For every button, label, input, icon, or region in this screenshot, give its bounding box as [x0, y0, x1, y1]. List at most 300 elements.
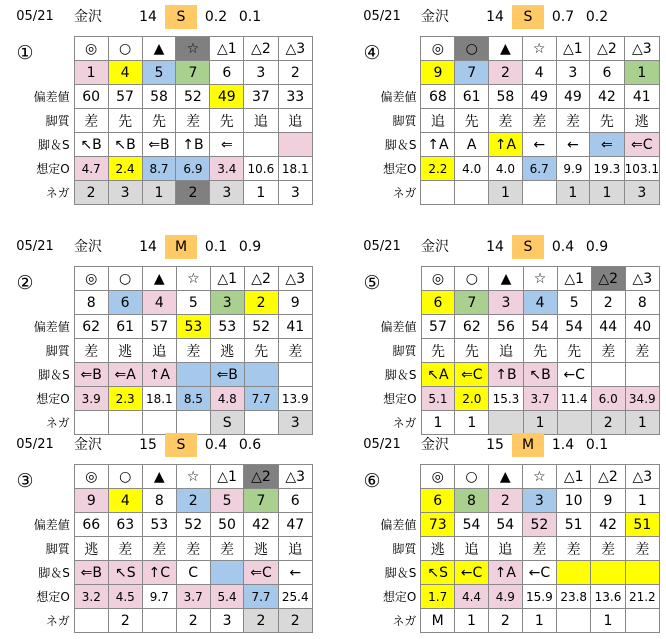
race-value-1: 0.1 — [204, 239, 228, 255]
mark-cell: △1 — [557, 267, 591, 291]
odds-cell: 3.2 — [74, 585, 108, 609]
race-number: ① — [16, 42, 34, 64]
race-panel — [8, 235, 313, 431]
horse-number-cell: 8 — [142, 489, 176, 513]
row-label: ネガ — [45, 186, 70, 200]
horse-number-cell: 4 — [108, 61, 142, 85]
horse-number-cell: 2 — [176, 489, 210, 513]
race-table — [8, 464, 313, 633]
marks-row — [8, 267, 313, 291]
mark-cell: ◎ — [421, 465, 455, 489]
mark-cell: ▲ — [489, 37, 523, 61]
race-table — [355, 36, 660, 205]
ls-row — [355, 363, 660, 387]
horse-number-cell: 3 — [556, 61, 590, 85]
nega-row — [355, 411, 660, 435]
race-header — [355, 433, 660, 460]
row-label — [355, 37, 421, 61]
nega-row — [355, 181, 660, 205]
row-label: 脚＆S — [384, 368, 417, 382]
race-table — [8, 36, 313, 205]
mark-cell: △3 — [278, 267, 312, 291]
style-cell: 追 — [489, 339, 523, 363]
negative-cell — [455, 181, 489, 205]
nega-row — [8, 181, 313, 205]
deviation-cell: 57 — [421, 315, 455, 339]
row-label: 偏差値 — [33, 90, 70, 104]
leg-speed-cell: ←C — [557, 363, 591, 387]
mark-cell: ☆ — [522, 37, 556, 61]
style-cell: 差 — [176, 537, 210, 561]
horses-row — [355, 291, 660, 315]
mark-cell: ▲ — [488, 465, 522, 489]
odds-cell: 103.1 — [624, 157, 659, 181]
leg-speed-cell: ⇐C — [624, 133, 659, 157]
odds-cell: 34.9 — [625, 387, 659, 411]
style-row — [355, 109, 660, 133]
horse-number-cell: 2 — [489, 61, 523, 85]
deviation-cell: 40 — [625, 315, 659, 339]
leg-speed-cell: ↑A — [489, 133, 523, 157]
deviation-cell: 57 — [108, 85, 142, 109]
style-cell: 先 — [455, 109, 489, 133]
odds-cell: 23.8 — [557, 585, 591, 609]
race-header — [8, 433, 313, 460]
odds-cell: 3.9 — [74, 387, 108, 411]
leg-speed-cell — [244, 363, 278, 387]
negative-cell — [522, 181, 556, 205]
odds-cell: 11.4 — [557, 387, 591, 411]
leg-speed-cell: ↑B — [489, 363, 523, 387]
race-value-1: 1.4 — [551, 437, 575, 453]
odds-row — [8, 585, 313, 609]
deviation-cell: 47 — [278, 513, 313, 537]
mark-cell: ◎ — [74, 465, 108, 489]
row-label: 想定O — [383, 392, 417, 406]
negative-cell: 1 — [522, 609, 556, 633]
leg-speed-cell: ↖B — [108, 133, 142, 157]
mark-cell: △1 — [210, 267, 244, 291]
horses-row — [355, 489, 660, 513]
race-header — [355, 5, 660, 32]
horse-number-cell: 8 — [455, 489, 489, 513]
odds-cell: 7.7 — [244, 585, 278, 609]
mark-cell: △3 — [624, 37, 659, 61]
style-row — [8, 537, 313, 561]
odds-cell: 8.7 — [142, 157, 176, 181]
ls-row — [8, 561, 313, 585]
race-mark: M — [165, 235, 197, 259]
odds-cell: 18.1 — [142, 387, 176, 411]
horse-number-cell: 9 — [74, 489, 108, 513]
deviation-cell: 53 — [177, 315, 211, 339]
odds-cell: 4.4 — [455, 585, 489, 609]
leg-speed-cell: ← — [278, 561, 313, 585]
race-value-1: 0.7 — [551, 9, 575, 25]
leg-speed-cell: ↑B — [176, 133, 210, 157]
race-number: ③ — [16, 470, 34, 492]
race-number: ② — [16, 272, 34, 294]
race-date: 05/21 — [16, 239, 54, 254]
leg-speed-cell: ↑A — [488, 561, 522, 585]
horse-number-cell: 1 — [624, 61, 659, 85]
ls-row — [355, 561, 660, 585]
style-cell: 先 — [244, 339, 278, 363]
style-cell: 逃 — [421, 537, 455, 561]
style-row — [8, 339, 313, 363]
leg-speed-cell: ⇐C — [455, 363, 489, 387]
race-header — [8, 5, 313, 32]
race-panel — [355, 433, 660, 629]
leg-speed-cell: A — [455, 133, 489, 157]
negative-cell — [74, 411, 108, 435]
mark-cell: ☆ — [523, 267, 557, 291]
race-number: ④ — [363, 42, 381, 64]
mark-cell: △2 — [590, 37, 624, 61]
leg-speed-cell: ⇐B — [74, 561, 108, 585]
mark-cell: △2 — [244, 37, 278, 61]
horse-number-cell: 1 — [625, 489, 659, 513]
negative-cell — [557, 411, 591, 435]
deviation-cell: 62 — [74, 315, 108, 339]
nega-row — [8, 609, 313, 633]
dev-row — [8, 315, 313, 339]
race-table — [355, 266, 660, 435]
deviation-cell: 42 — [590, 85, 624, 109]
negative-cell: 1 — [455, 609, 489, 633]
odds-row — [355, 585, 660, 609]
row-label: ネガ — [45, 416, 70, 430]
horse-number-cell: 6 — [278, 489, 313, 513]
row-label: 偏差値 — [380, 320, 417, 334]
negative-cell: 2 — [591, 411, 625, 435]
leg-speed-cell: ↑A — [421, 133, 455, 157]
horse-number-cell: 8 — [625, 291, 659, 315]
leg-speed-cell: ↖S — [421, 561, 455, 585]
style-cell: 追 — [244, 109, 278, 133]
leg-speed-cell: ⇐B — [74, 363, 108, 387]
leg-speed-cell: ↑A — [142, 363, 176, 387]
odds-cell: 9.7 — [142, 585, 176, 609]
leg-speed-cell: ⇐ — [210, 133, 244, 157]
style-cell: 差 — [108, 537, 142, 561]
mark-cell: ▲ — [142, 267, 176, 291]
deviation-cell: 56 — [489, 315, 523, 339]
leg-speed-cell: ⇐B — [210, 363, 244, 387]
odds-cell: 4.0 — [489, 157, 523, 181]
odds-cell: 8.5 — [177, 387, 211, 411]
style-cell: 先 — [421, 339, 455, 363]
style-cell: 逃 — [624, 109, 659, 133]
style-cell: 差 — [625, 339, 659, 363]
style-cell: 逃 — [210, 339, 244, 363]
deviation-cell: 54 — [523, 315, 557, 339]
negative-cell: 2 — [244, 609, 278, 633]
style-cell: 差 — [278, 339, 312, 363]
negative-cell: 2 — [278, 609, 313, 633]
row-label: 脚＆S — [38, 368, 70, 382]
horses-row — [8, 489, 313, 513]
mark-cell: ◎ — [421, 267, 455, 291]
mark-cell: ▲ — [142, 37, 176, 61]
deviation-cell: 52 — [176, 513, 210, 537]
style-cell: 逃 — [108, 339, 142, 363]
leg-speed-cell — [278, 363, 312, 387]
deviation-cell: 52 — [244, 315, 278, 339]
race-value-1: 0.4 — [551, 239, 575, 255]
row-label — [355, 465, 421, 489]
horse-number-cell: 4 — [142, 291, 176, 315]
negative-cell — [74, 609, 108, 633]
leg-speed-cell: ⇐C — [244, 561, 278, 585]
deviation-cell: 44 — [591, 315, 625, 339]
horse-number-cell: 6 — [590, 61, 624, 85]
race-value-2: 0.2 — [585, 9, 609, 25]
horse-number-cell: 2 — [278, 61, 312, 85]
race-mark: S — [165, 5, 197, 29]
mark-cell: △3 — [625, 267, 659, 291]
negative-cell: 1 — [591, 609, 625, 633]
race-mark: M — [512, 433, 544, 457]
deviation-cell: 62 — [455, 315, 489, 339]
style-cell: 先 — [142, 109, 176, 133]
nega-row — [8, 411, 313, 435]
row-label: 脚質 — [392, 344, 417, 358]
race-mark: S — [512, 5, 544, 29]
leg-speed-cell: ↖B — [74, 133, 108, 157]
field-size: 14 — [486, 9, 504, 25]
mark-cell: △3 — [278, 37, 312, 61]
row-label — [355, 61, 421, 85]
negative-cell: 1 — [523, 411, 557, 435]
odds-cell: 3.7 — [523, 387, 557, 411]
style-cell: 差 — [557, 537, 591, 561]
deviation-cell: 49 — [556, 85, 590, 109]
odds-row — [8, 387, 313, 411]
horse-number-cell: 7 — [455, 61, 489, 85]
negative-cell: 2 — [488, 609, 522, 633]
style-row — [355, 339, 660, 363]
deviation-cell: 66 — [74, 513, 108, 537]
mark-cell: △1 — [210, 465, 244, 489]
negative-cell: 1 — [455, 411, 489, 435]
negative-cell: 2 — [176, 181, 210, 205]
dev-row — [8, 85, 313, 109]
horse-number-cell: 6 — [421, 489, 455, 513]
race-venue: 金沢 — [421, 239, 449, 255]
odds-cell: 4.9 — [488, 585, 522, 609]
style-cell: 差 — [210, 537, 244, 561]
row-label: 偏差値 — [380, 90, 417, 104]
negative-cell — [108, 411, 142, 435]
style-cell: 差 — [74, 109, 108, 133]
row-label: 脚質 — [45, 542, 70, 556]
row-label — [8, 37, 74, 61]
horse-number-cell: 9 — [421, 61, 455, 85]
mark-cell: ○ — [108, 267, 142, 291]
deviation-cell: 63 — [108, 513, 142, 537]
odds-cell: 3.4 — [210, 157, 244, 181]
mark-cell: ○ — [455, 465, 489, 489]
race-panel — [355, 5, 660, 201]
odds-cell: 1.7 — [421, 585, 455, 609]
deviation-cell: 37 — [244, 85, 278, 109]
race-table — [8, 266, 313, 435]
race-venue: 金沢 — [74, 437, 102, 453]
horses-row — [8, 61, 313, 85]
style-cell: 追 — [278, 109, 312, 133]
marks-row — [8, 465, 313, 489]
negative-cell: 3 — [210, 609, 244, 633]
odds-cell: 4.0 — [455, 157, 489, 181]
deviation-cell: 53 — [210, 315, 244, 339]
deviation-cell: 54 — [455, 513, 489, 537]
odds-cell: 4.5 — [108, 585, 142, 609]
row-label — [8, 61, 74, 85]
style-cell: 先 — [590, 109, 624, 133]
horse-number-cell: 7 — [244, 489, 278, 513]
horse-number-cell: 4 — [108, 489, 142, 513]
horse-number-cell: 3 — [210, 291, 244, 315]
dev-row — [355, 85, 660, 109]
odds-cell: 13.9 — [278, 387, 312, 411]
mark-cell: △1 — [210, 37, 244, 61]
race-panel — [8, 433, 313, 629]
leg-speed-cell: ↖B — [523, 363, 557, 387]
leg-speed-cell — [177, 363, 211, 387]
odds-cell: 2.0 — [455, 387, 489, 411]
race-value-2: 0.6 — [238, 437, 262, 453]
deviation-cell: 57 — [142, 315, 176, 339]
leg-speed-cell: ↖A — [421, 363, 455, 387]
odds-row — [355, 387, 660, 411]
race-date: 05/21 — [363, 9, 401, 24]
style-cell: 先 — [108, 109, 142, 133]
row-label: 脚質 — [45, 344, 70, 358]
race-table — [355, 464, 660, 633]
horse-number-cell: 3 — [489, 291, 523, 315]
race-mark: S — [512, 235, 544, 259]
race-number: ⑤ — [363, 272, 381, 294]
mark-cell: △1 — [556, 37, 590, 61]
horse-number-cell: 7 — [176, 61, 210, 85]
style-row — [8, 109, 313, 133]
leg-speed-cell: ← — [556, 133, 590, 157]
row-label — [355, 489, 421, 513]
odds-cell: 13.6 — [591, 585, 625, 609]
row-label: 脚＆S — [38, 566, 70, 580]
deviation-cell: 61 — [455, 85, 489, 109]
horse-number-cell: 8 — [74, 291, 108, 315]
leg-speed-cell: ← — [522, 133, 556, 157]
dev-row — [355, 513, 660, 537]
row-label: 偏差値 — [33, 320, 70, 334]
horses-row — [8, 291, 313, 315]
leg-speed-cell: ↑C — [142, 561, 176, 585]
odds-row — [8, 157, 313, 181]
horse-number-cell: 6 — [210, 61, 244, 85]
negative-cell: M — [421, 609, 455, 633]
row-label: 脚質 — [392, 114, 417, 128]
ls-row — [355, 133, 660, 157]
negative-cell: 1 — [421, 411, 455, 435]
leg-speed-cell: C — [176, 561, 210, 585]
negative-cell: 3 — [278, 181, 312, 205]
negative-cell — [557, 609, 591, 633]
leg-speed-cell: ←C — [455, 561, 489, 585]
mark-cell: ○ — [455, 267, 489, 291]
leg-speed-cell — [557, 561, 591, 585]
mark-cell: ○ — [455, 37, 489, 61]
race-date: 05/21 — [363, 239, 401, 254]
leg-speed-cell — [591, 561, 625, 585]
deviation-cell: 61 — [108, 315, 142, 339]
deviation-cell: 42 — [244, 513, 278, 537]
odds-cell: 19.3 — [590, 157, 624, 181]
deviation-cell: 73 — [421, 513, 455, 537]
odds-cell: 2.4 — [108, 157, 142, 181]
ls-row — [8, 363, 313, 387]
leg-speed-cell: ⇐ — [590, 133, 624, 157]
deviation-cell: 49 — [522, 85, 556, 109]
marks-row — [355, 267, 660, 291]
row-label: 脚＆S — [384, 566, 417, 580]
style-cell: 追 — [278, 537, 313, 561]
horse-number-cell: 3 — [522, 489, 556, 513]
odds-cell: 5.4 — [210, 585, 244, 609]
ls-row — [8, 133, 313, 157]
field-size: 14 — [486, 239, 504, 255]
deviation-cell: 41 — [624, 85, 659, 109]
negative-cell: 1 — [625, 411, 659, 435]
marks-row — [355, 37, 660, 61]
style-cell: 差 — [591, 339, 625, 363]
odds-cell: 2.3 — [108, 387, 142, 411]
row-label: 脚質 — [392, 542, 417, 556]
negative-cell: 2 — [74, 181, 108, 205]
style-cell: 追 — [142, 339, 176, 363]
negative-cell: 3 — [278, 411, 312, 435]
odds-cell: 10.6 — [244, 157, 278, 181]
horse-number-cell: 2 — [591, 291, 625, 315]
deviation-cell: 50 — [210, 513, 244, 537]
odds-cell: 5.1 — [421, 387, 455, 411]
horse-number-cell: 5 — [210, 489, 244, 513]
horse-number-cell: 1 — [74, 61, 108, 85]
race-panel — [8, 5, 313, 201]
row-label: ネガ — [45, 614, 70, 628]
leg-speed-cell — [625, 363, 659, 387]
negative-cell — [142, 609, 176, 633]
deviation-cell: 54 — [488, 513, 522, 537]
row-label — [8, 489, 74, 513]
field-size: 14 — [139, 9, 157, 25]
horse-number-cell: 3 — [244, 61, 278, 85]
horse-number-cell: 9 — [591, 489, 625, 513]
deviation-cell: 68 — [421, 85, 455, 109]
odds-cell: 9.9 — [556, 157, 590, 181]
mark-cell: ◎ — [421, 37, 455, 61]
field-size: 15 — [139, 437, 157, 453]
negative-cell: 2 — [176, 609, 210, 633]
deviation-cell: 51 — [557, 513, 591, 537]
style-cell: 先 — [557, 339, 591, 363]
mark-cell: △1 — [557, 465, 591, 489]
leg-speed-cell — [244, 133, 278, 157]
race-header — [8, 235, 313, 262]
style-cell: 先 — [455, 339, 489, 363]
negative-cell — [142, 411, 176, 435]
